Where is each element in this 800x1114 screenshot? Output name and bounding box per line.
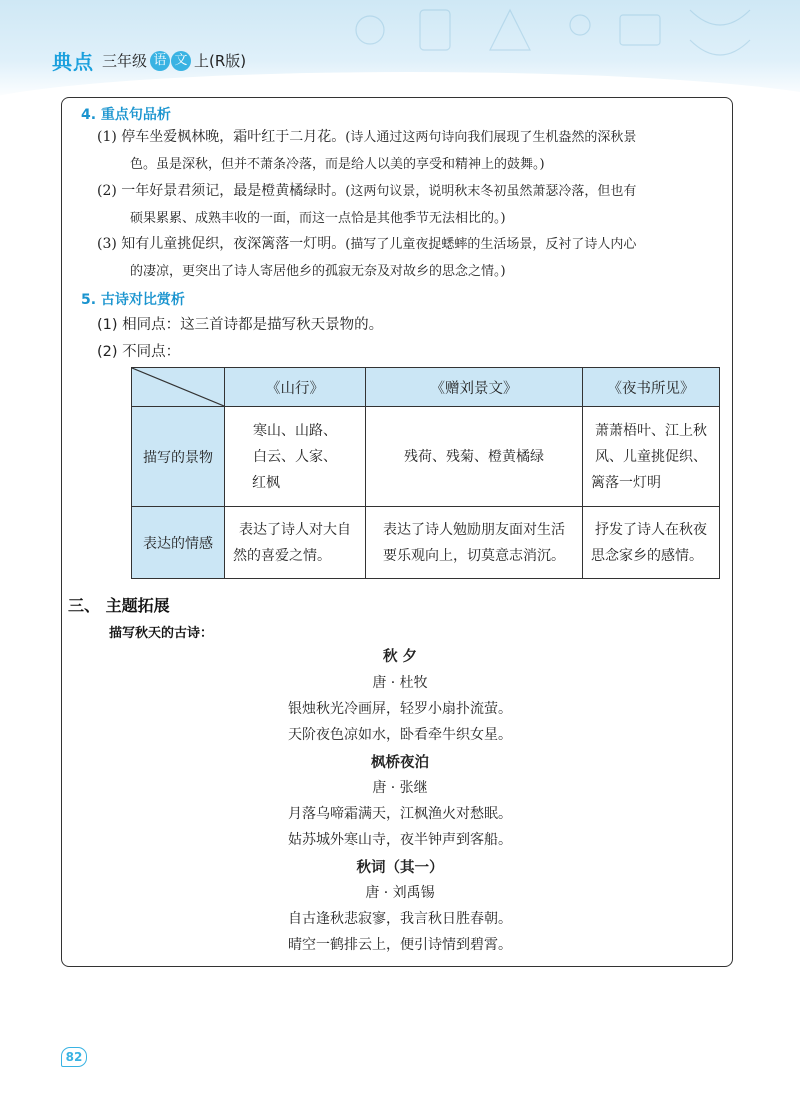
cell-line: 抒发了诗人在秋夜 <box>595 521 707 538</box>
diagonal-line-icon <box>132 368 224 406</box>
poem-title: 秋 夕 <box>382 649 418 665</box>
table-corner-cell <box>132 368 225 407</box>
table-header-cell: 《夜书所见》 <box>583 368 720 407</box>
item-number: (1) <box>97 129 117 145</box>
page-header <box>0 0 800 100</box>
poem-line: 自古逢秋悲寂寥，我言秋日胜春朝。 <box>288 911 512 927</box>
poem-line: 姑苏城外寒山寺，夜半钟声到客船。 <box>288 832 512 848</box>
sentence-item-1 <box>97 124 727 178</box>
item-quote: 知有儿童挑促织，夜深篱落一灯明。 <box>121 236 346 252</box>
table-header-row <box>132 368 720 407</box>
item-note-cont: 硕果累累、成熟丰收的一面，而这一点恰是其他季节无法相比的。) <box>130 211 506 226</box>
item-note-cont: 色。虽是深秋，但并不萧条冷落，而是给人以美的享受和精神上的鼓舞。) <box>130 157 545 172</box>
poem-author: 唐 · 杜牧 <box>372 675 428 691</box>
poem-title: 枫桥夜泊 <box>371 755 429 771</box>
poem-line: 晴空一鹤排云上，便引诗情到碧霄。 <box>288 937 512 953</box>
cell-line: 白云、人家、 <box>253 448 337 465</box>
cell-line: 风、儿童挑促织、 <box>595 448 707 465</box>
poem-line: 天阶夜色凉如水，卧看牵牛织女星。 <box>288 727 512 743</box>
cell-line: 萧萧梧叶、江上秋 <box>595 422 707 439</box>
grade-label: 三年级 <box>102 52 148 70</box>
cell-line: 篱落一灯明 <box>591 474 661 491</box>
table-cell <box>583 507 720 579</box>
edition-label: 上(R版) <box>194 52 247 70</box>
item-note: (诗人通过这两句诗向我们展现了生机盎然的深秋景 <box>345 130 637 145</box>
page-number: 82 <box>61 1047 87 1067</box>
table-cell <box>583 407 720 507</box>
cell-line: 残荷、残菊、橙黄橘绿 <box>404 448 544 465</box>
item-number: (2) <box>97 183 117 199</box>
section-5-title: 5. 古诗对比赏析 <box>81 292 185 308</box>
table-cell <box>225 407 366 507</box>
row-label: 描写的景物 <box>132 407 225 507</box>
table-cell <box>366 507 583 579</box>
section-3-subtitle: 描写秋天的古诗： <box>109 626 214 641</box>
sentence-item-2 <box>97 178 727 232</box>
table-header-cell: 《赠刘景文》 <box>366 368 583 407</box>
diff-point: (2) 不同点： <box>97 344 181 360</box>
poem-line: 银烛秋光冷画屏，轻罗小扇扑流萤。 <box>288 701 512 717</box>
item-note: (这两句议景，说明秋末冬初虽然萧瑟冷落，但也有 <box>345 184 637 199</box>
comparison-table <box>131 367 720 579</box>
cell-line: 思念家乡的感情。 <box>591 547 703 564</box>
table-cell <box>225 507 366 579</box>
table-row <box>132 407 720 507</box>
cell-line: 然的喜爱之情。 <box>233 547 331 564</box>
subject-badge <box>150 51 191 71</box>
subject-char-2: 文 <box>171 51 191 71</box>
cell-line: 要乐观向上，切莫意志消沉。 <box>383 547 565 564</box>
subject-char-1: 语 <box>150 51 170 71</box>
cell-line: 寒山、山路、 <box>253 422 337 439</box>
book-title <box>102 50 246 71</box>
poem-title: 秋词（其一） <box>356 860 444 876</box>
brand-logo: 典点 <box>52 50 94 74</box>
section-4-title: 4. 重点句品析 <box>81 107 171 123</box>
cell-line: 红枫 <box>252 474 280 491</box>
item-note: (描写了儿童夜捉蟋蟀的生活场景，反衬了诗人内心 <box>345 237 637 252</box>
cell-line: 表达了诗人对大自 <box>239 521 351 538</box>
item-quote: 一年好景君须记，最是橙黄橘绿时。 <box>121 183 346 199</box>
item-note-cont: 的凄凉，更突出了诗人寄居他乡的孤寂无奈及对故乡的思念之情。) <box>130 264 506 279</box>
table-header-cell: 《山行》 <box>225 368 366 407</box>
poem-line: 月落乌啼霜满天，江枫渔火对愁眠。 <box>288 806 512 822</box>
table-cell <box>366 407 583 507</box>
poem-author: 唐 · 张继 <box>372 780 428 796</box>
table-row <box>132 507 720 579</box>
item-number: (3) <box>97 236 117 252</box>
same-point: (1) 相同点：这三首诗都是描写秋天景物的。 <box>97 317 384 333</box>
sentence-item-3 <box>97 231 727 285</box>
decorative-doodles-icon <box>330 0 790 70</box>
poem-author: 唐 · 刘禹锡 <box>365 885 435 901</box>
cell-line: 表达了诗人勉励朋友面对生活 <box>383 521 565 538</box>
item-quote: 停车坐爱枫林晚，霜叶红于二月花。 <box>121 129 346 145</box>
section-3-title: 三、 主题拓展 <box>68 596 170 615</box>
row-label: 表达的情感 <box>132 507 225 579</box>
